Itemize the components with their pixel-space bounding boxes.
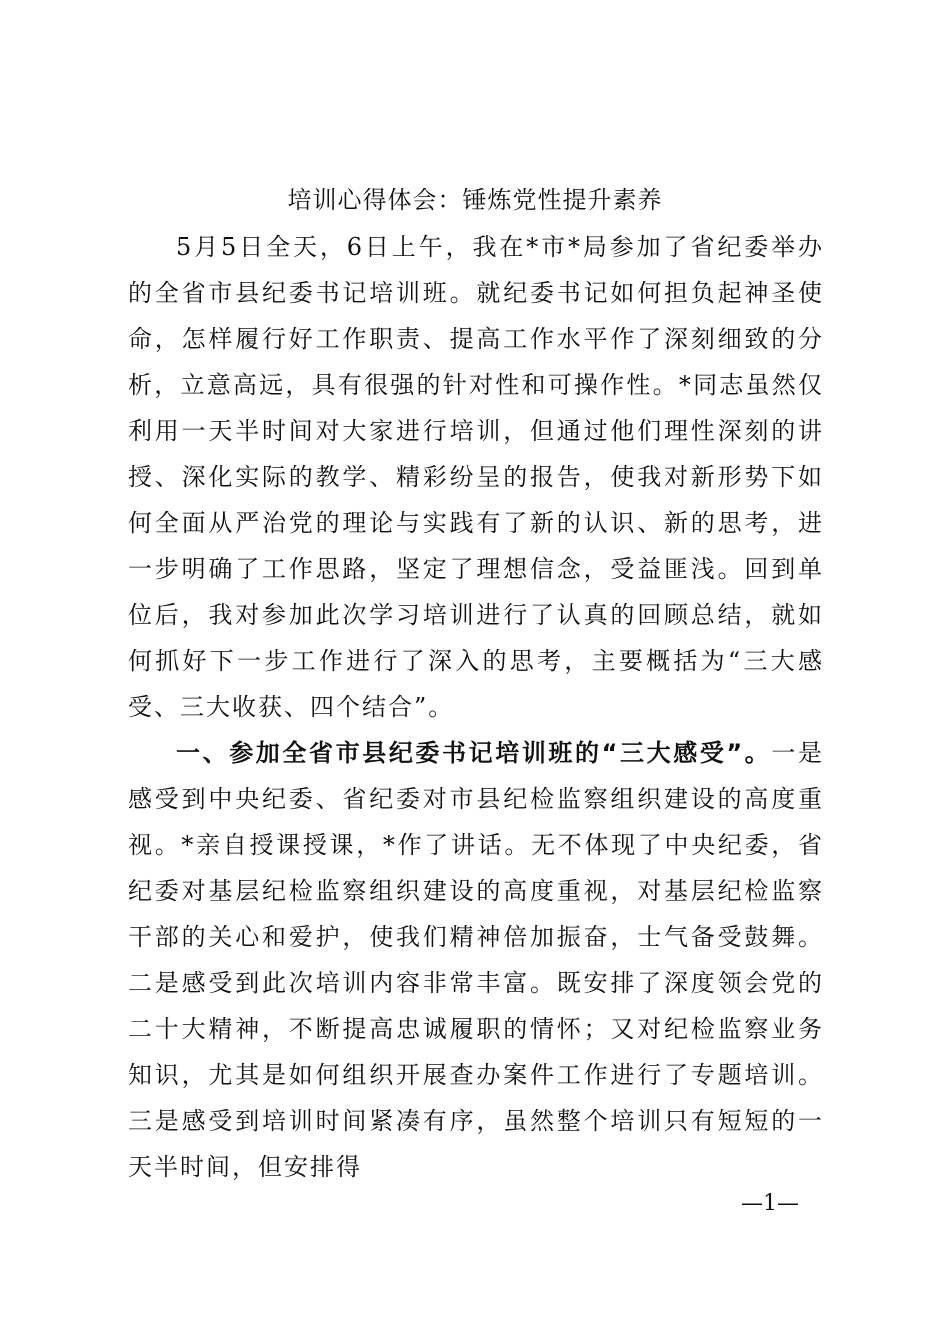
page-number: —1— [741,1191,799,1216]
section-1-text: 一是感受到中央纪委、省纪委对市县纪检监察组织建设的高度重视。*亲自授课授课，*作了讲话。无不体现了中央纪委，省纪委对基层纪检监察组织建设的高度重视，对基层纪检监察干部的关心和爱护，使我们精神倍加振奋，士气备受鼓舞。二是感受到此次培训内容非常丰富。既安排了深度领会党的二十大精神，不断提高忠诚履职的情怀；又对纪检监察业务知识，尤其是如何组织开展查办案件工作进行了专题培训。三是感受到培训时间紧凑有序，虽然整个培训只有短短的一天半时间，但安排得 [128,739,825,1181]
section-1-heading: 一、参加全省市县纪委书记培训班的“三大感受”。 [176,739,772,767]
intro-paragraph: 5月5日全天，6日上午，我在*市*局参加了省纪委举办的全省市县纪委书记培训班。就纪委书记如何担负起神圣使命，怎样履行好工作职责、提高工作水平作了深刻细致的分析，立意高远，具有很强的针对性和可操作性。*同志虽然仅利用一天半时间对大家进行培训，但通过他们理性深刻的讲授、深化实际的教学、精彩纷呈的报告，使我对新形势下如何全面从严治党的理论与实践有了新的认识、新的思考，进一步明确了工作思路，坚定了理想信念，受益匪浅。回到单位后，我对参加此次学习培训进行了认真的回顾总结，就如何抓好下一步工作进行了深入的思考，主要概括为“三大感受、三大收获、四个结合”。 [128,233,824,721]
section-1-paragraph [128,730,824,1190]
document-body [128,224,824,1190]
document-title: 培训心得体会：锤炼党性提升素养 [287,186,663,214]
